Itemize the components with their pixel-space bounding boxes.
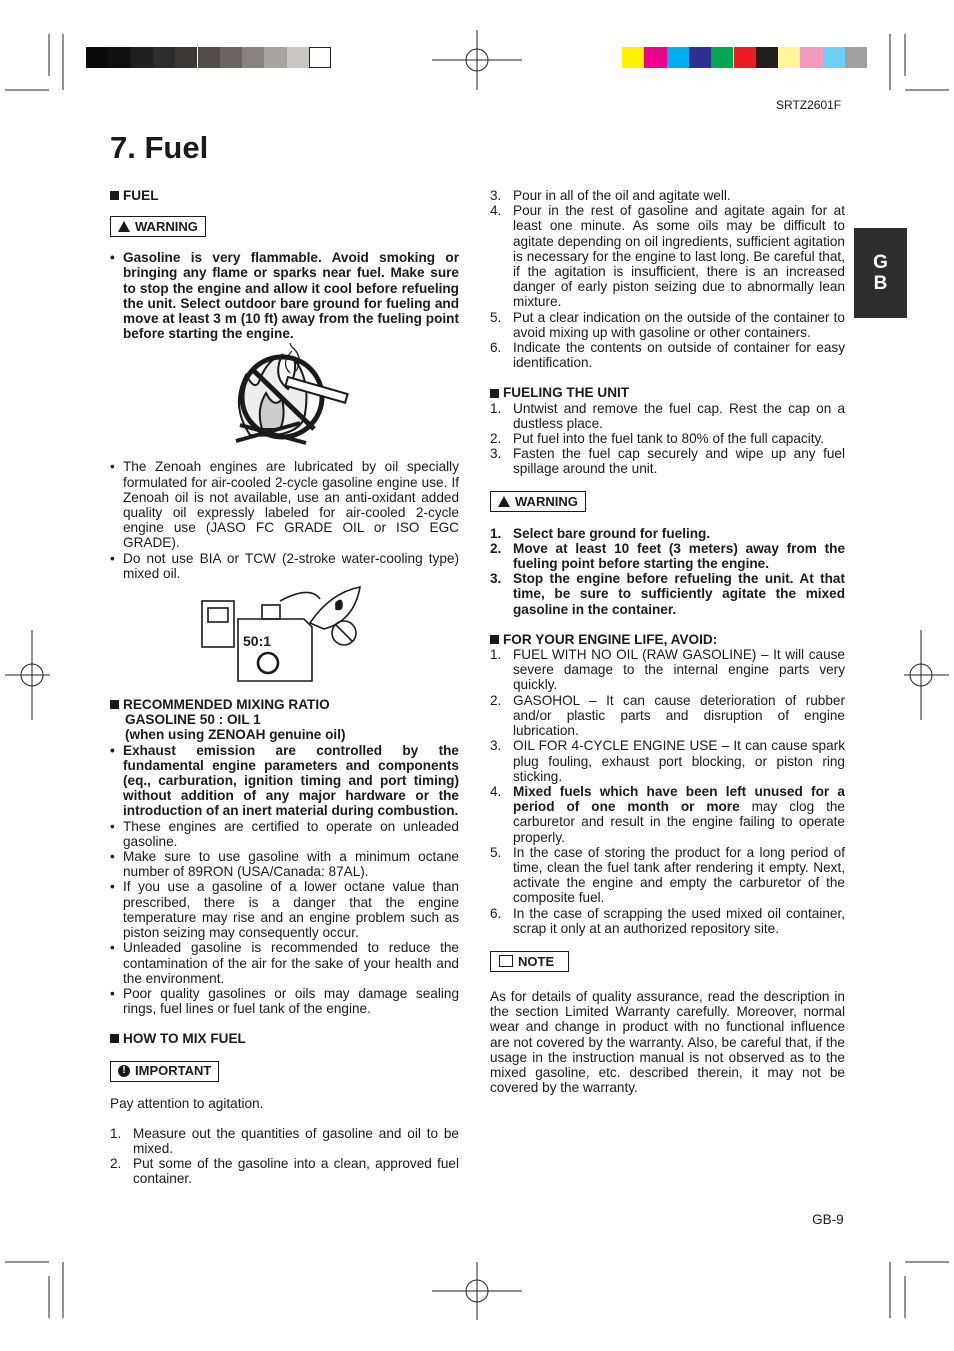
list-item: 1. Select bare ground for fueling. bbox=[490, 525, 711, 541]
color-swatch bbox=[734, 47, 756, 68]
list-item: • Unleaded gasoline is recommended to reduce the contamination of the air for the sake of your health and the environment. bbox=[110, 940, 459, 986]
avoid-list bbox=[490, 647, 845, 936]
square-bullet-icon bbox=[490, 389, 499, 398]
page-title: 7. Fuel bbox=[110, 130, 209, 165]
square-bullet-icon bbox=[110, 700, 119, 709]
fuel-can-illustration bbox=[110, 581, 459, 691]
warning-triangle-icon bbox=[498, 496, 510, 507]
list-item: 1. Measure out the quantities of gasoline and oil to be mixed. bbox=[110, 1125, 459, 1156]
color-swatch bbox=[644, 47, 666, 68]
section-heading-avoid: FOR YOUR ENGINE LIFE, AVOID: bbox=[490, 632, 845, 647]
left-column bbox=[110, 188, 459, 1187]
list-item: 2. GASOHOL – It can cause deterioration of rubber and/or plastic parts and disruption of engine lubrication. bbox=[490, 692, 845, 739]
color-swatch bbox=[823, 47, 845, 68]
document-code: SRTZ2601F bbox=[776, 98, 842, 112]
note-badge: NOTE bbox=[490, 951, 569, 972]
warning-steps-list bbox=[490, 526, 845, 617]
list-item: • If you use a gasoline of a lower octane value than prescribed, there is a danger that the engine temperature may rise and an engine problem such as piston seizing may consequently occur. bbox=[110, 879, 459, 940]
section-heading-fueling: FUELING THE UNIT bbox=[490, 385, 845, 400]
color-swatch bbox=[309, 47, 331, 68]
list-item: • Do not use BIA or TCW (2-stroke water-cooling type) mixed oil. bbox=[110, 551, 459, 581]
list-item: • Make sure to use gasoline with a minimum octane number of 89RON (USA/Canada: 87AL). bbox=[110, 849, 459, 879]
warning-triangle-icon bbox=[118, 221, 130, 232]
color-swatch bbox=[153, 47, 175, 68]
color-swatch bbox=[622, 47, 644, 68]
color-swatch bbox=[264, 47, 286, 68]
mix-steps-list bbox=[110, 1126, 459, 1187]
list-item: 5. In the case of storing the product for a long period of time, clean the fuel tank after rendering it empty. Next, activate the engine and empty the carburetor of the composite fuel. bbox=[490, 844, 845, 906]
page-number: GB-9 bbox=[812, 1212, 844, 1227]
color-swatch bbox=[220, 47, 242, 68]
list-item: 1. FUEL WITH NO OIL (RAW GASOLINE) – It will cause severe damage to the internal engine parts very quickly. bbox=[490, 647, 845, 693]
important-badge: ! IMPORTANT bbox=[110, 1061, 219, 1082]
color-swatch bbox=[756, 47, 778, 68]
ratio-bullet-list bbox=[110, 819, 459, 1017]
exclamation-icon: ! bbox=[118, 1065, 130, 1077]
color-swatch bbox=[845, 47, 867, 68]
fueling-steps-list bbox=[490, 401, 845, 477]
emission-statement: • Exhaust emission are controlled by the fundamental engine parameters and components (eq., carburation, ignition timing and port timing) without addition of any major hardware or the introduction of an inert material during combustion. bbox=[110, 743, 459, 819]
ratio-value: GASOLINE 50 : OIL 1 bbox=[125, 712, 261, 728]
list-item: 3. OIL FOR 4-CYCLE ENGINE USE – It can cause spark plug fouling, exhaust port blocking, or piston ring sticking. bbox=[490, 738, 845, 784]
warning-badge: WARNING bbox=[490, 491, 586, 512]
section-heading-how-to-mix: HOW TO MIX FUEL bbox=[110, 1031, 459, 1046]
warning-badge: WARNING bbox=[110, 216, 206, 237]
list-item: 6. Indicate the contents on outside of container for easy identification. bbox=[490, 340, 845, 371]
list-item: 6. In the case of scrapping the used mixed oil container, scrap it only at an authorized repository site. bbox=[490, 905, 845, 936]
color-swatch bbox=[198, 47, 220, 68]
list-item: 3. Stop the engine before refueling the unit. At that time, be sure to sufficiently agitate the mixed gasoline in the container. bbox=[490, 571, 845, 617]
list-item: • The Zenoah engines are lubricated by oil specially formulated for air-cooled 2-cycle gasoline engine use. If Zenoah oil is not available, use an anti-oxidant added quality oil expressly labeled for air-cooled 2-cycle engine use (JASO FC GRADE OIL or ISO EGC GRADE). bbox=[110, 459, 459, 550]
square-bullet-icon bbox=[110, 191, 119, 200]
list-item: 2. Put fuel into the fuel tank to 80% of the full capacity. bbox=[490, 431, 825, 447]
color-swatch bbox=[242, 47, 264, 68]
color-swatch bbox=[175, 47, 197, 68]
color-swatch bbox=[689, 47, 711, 68]
list-item: 2. Put some of the gasoline into a clean, approved fuel container. bbox=[110, 1156, 459, 1187]
color-swatch bbox=[778, 47, 800, 68]
mix-steps-continued bbox=[490, 188, 845, 370]
no-smoking-illustration bbox=[110, 341, 459, 457]
color-swatch bbox=[86, 47, 108, 68]
color-swatch bbox=[131, 47, 153, 68]
square-bullet-icon bbox=[490, 635, 499, 644]
list-item: 3. Pour in all of the oil and agitate well. bbox=[490, 188, 731, 203]
color-swatch bbox=[287, 47, 309, 68]
list-item: • Poor quality gasolines or oils may damage sealing rings, fuel lines or fuel tank of the engine. bbox=[110, 986, 459, 1016]
list-item: 4. Mixed fuels which have been left unused for a period of one month or more may clog the carburetor and result in the engine failing to operate properly. bbox=[490, 783, 845, 845]
language-tab: G B bbox=[854, 228, 907, 318]
fuel-warning-text: • Gasoline is very flammable. Avoid smoking or bringing any flame or sparks near fuel. Make sure to stop the engine and allow it cool before refueling the unit. Select outdoor bare ground for fueling and move at least 3 m (10 ft) away from the fueling point before starting the engine. bbox=[110, 250, 459, 341]
color-swatch bbox=[667, 47, 689, 68]
list-item: 3. Fasten the fuel cap securely and wipe up any fuel spillage around the unit. bbox=[490, 446, 845, 477]
note-text: As for details of quality assurance, read the description in the section Limited Warranty carefully. Moreover, normal wear and change in product with no functional influence are not covered by the warranty. Also, be careful that, if the usage in the instruction manual is not observed as to the mixed gasoline, etc. described therein, it may not be covered by the warranty. bbox=[490, 988, 845, 1096]
square-bullet-icon bbox=[110, 1034, 119, 1043]
agitation-note: Pay attention to agitation. bbox=[110, 1095, 264, 1111]
color-swatch bbox=[800, 47, 822, 68]
note-icon bbox=[499, 955, 513, 967]
mix-ratio-label: 50:1 bbox=[243, 633, 272, 650]
color-swatch bbox=[108, 47, 130, 68]
list-item: • These engines are certified to operate on unleaded gasoline. bbox=[110, 819, 459, 849]
ratio-condition: (when using ZENOAH genuine oil) bbox=[125, 727, 346, 743]
right-column bbox=[490, 188, 845, 1095]
oil-bullet-list bbox=[110, 459, 459, 581]
list-item: 2. Move at least 10 feet (3 meters) away from the fueling point before starting the engine. bbox=[490, 540, 845, 572]
list-item: 1. Untwist and remove the fuel cap. Rest the cap on a dustless place. bbox=[490, 400, 845, 431]
list-item: 4. Pour in the rest of gasoline and agitate again for at least one minute. As some oils may be difficult to agitate depending on oil ingredients, sufficient agitation is necessary for the engine to last long. Be careful that, if the agitation is insufficient, there is an increased danger of early piston seizing due to abnormally lean mixture. bbox=[490, 203, 845, 310]
section-heading-fuel: FUEL bbox=[110, 188, 459, 203]
list-item: 5. Put a clear indication on the outside of the container to avoid mixing up with gasoline or other containers. bbox=[490, 309, 845, 340]
color-swatch bbox=[711, 47, 733, 68]
section-heading-mixing-ratio: RECOMMENDED MIXING RATIO bbox=[110, 697, 459, 712]
